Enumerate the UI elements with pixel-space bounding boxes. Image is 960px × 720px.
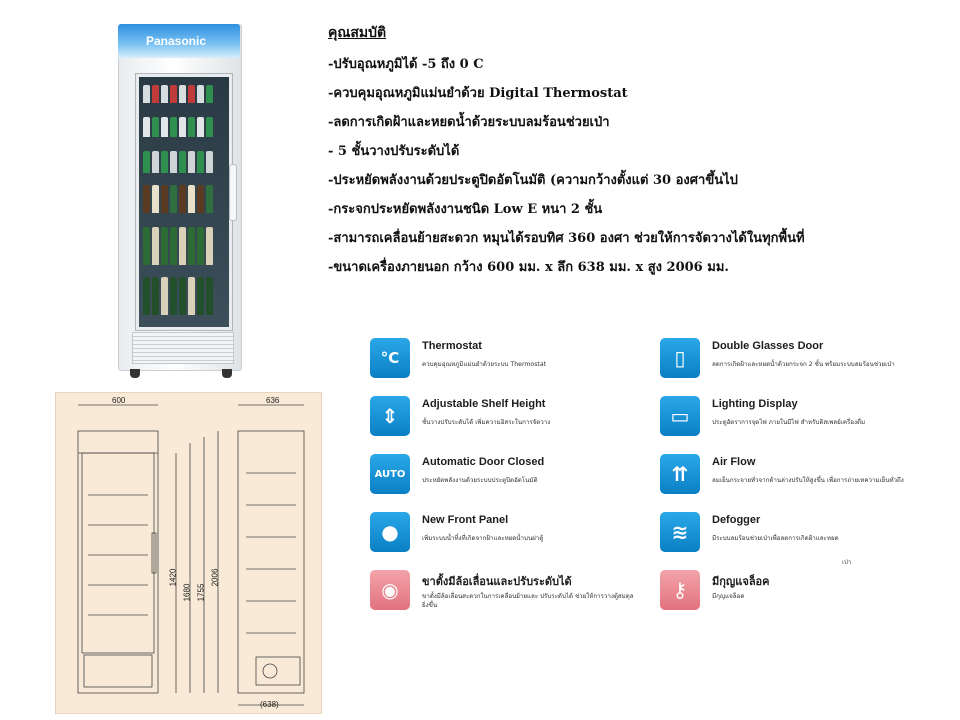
- double-glass-door-icon: ▯: [660, 338, 700, 378]
- door-handle: [229, 164, 237, 221]
- width-label: 600: [112, 396, 126, 405]
- height-label: 2006: [210, 568, 220, 587]
- dimension-drawing-lines: [56, 393, 321, 713]
- depth-label: 636: [266, 396, 280, 405]
- dimension-drawing: [55, 392, 322, 714]
- spec-line: -ลดการเกิดฝ้าและหยดน้ำด้วยระบบลมร้อนช่วยเป่า: [328, 115, 610, 130]
- spec-line: -ประหยัดพลังงานด้วยประตูปิดอัตโนมัติ (ความกว้างตั้งแต่ 30 องศาขึ้นไป: [328, 173, 738, 188]
- spec-line: -สามารถเคลื่อนย้ายสะดวก หมุนได้รอบทิศ 360 องศา ช่วยให้การจัดวางได้ในทุกพื้นที่: [328, 231, 805, 246]
- feature-description: ลมเย็นกระจายทั่วจากด้านล่างปรับให้สูงขึ้น เพื่อการถ่ายเทความเย็นทั่วถึง: [712, 477, 904, 484]
- spec-line: -กระจกประหยัดพลังงานชนิด Low E หนา 2 ชั้น: [328, 202, 603, 217]
- spec-line: -ปรับอุณหภูมิได้ -5 ถึง 0 C: [328, 57, 484, 72]
- feature-title: Air Flow: [712, 456, 756, 468]
- fridge-header-panel: [118, 24, 240, 58]
- defogger-icon: ≋: [660, 512, 700, 552]
- feature-title: Automatic Door Closed: [422, 456, 545, 468]
- feature-description: มีกุญแจล็อค: [712, 593, 745, 600]
- feature-description: เพิ่มระบบน้ำทิ้งที่เกิดจากฝ้าและหยดน้ำบนฝาตู้: [422, 535, 544, 542]
- key-lock-icon: ⚷: [660, 570, 700, 610]
- feature-adjustable-shelf: [370, 396, 640, 452]
- thermostat-icon: °C: [370, 338, 410, 378]
- caster-wheel-icon: ◉: [370, 570, 410, 610]
- fridge-product-image: [114, 24, 244, 384]
- feature-caster-stand: [370, 570, 640, 626]
- spec-title: คุณสมบัติ: [328, 25, 387, 41]
- spec-section: [328, 22, 948, 282]
- feature-description: ประหยัดพลังงานด้วยระบบประตูปิดอัตโนมัติ: [422, 477, 538, 484]
- bottom-depth-label: (638): [260, 700, 279, 709]
- vent-grille: [132, 332, 234, 364]
- feature-title: Lighting Display: [712, 398, 798, 410]
- feature-new-front-panel: [370, 512, 640, 568]
- air-flow-icon: ⇈: [660, 454, 700, 494]
- feature-grid: [370, 338, 930, 628]
- feature-description: ขาตั้งมีล้อเลื่อนสะดวกในการเคลื่อนย้ายและ ปรับระดับได้ ช่วยให้การวางตู้สมดุลยิ่งขึ้น: [422, 593, 634, 609]
- spec-line: -ขนาดเครื่องภายนอก กว้าง 600 มม. x ลึก 638 มม. x สูง 2006 มม.: [328, 260, 729, 275]
- feature-double-glasses-door: [660, 338, 930, 394]
- water-drop-icon: ●: [370, 512, 410, 552]
- feature-description: ควบคุมอุณหภูมิแม่นยำด้วยระบบ Thermostat: [422, 361, 547, 368]
- spec-line: - 5 ชั้นวางปรับระดับได้: [328, 144, 460, 159]
- fridge-shelf: [143, 151, 225, 181]
- feature-description: ลดการเกิดฝ้าและหยดน้ำด้วยกระจก 2 ชั้น พร้อมระบบลมร้อนช่วยเป่า: [712, 361, 895, 368]
- brand-logo: Panasonic: [146, 34, 207, 48]
- fridge-shelf: [143, 277, 225, 319]
- feature-air-flow: [660, 454, 930, 510]
- caster-wheel: [130, 369, 140, 378]
- feature-title: New Front Panel: [422, 514, 509, 526]
- feature-description: ชั้นวางปรับระดับได้ เพิ่มความอิสระในการจัดวาง: [422, 419, 551, 426]
- feature-title: Double Glasses Door: [712, 340, 824, 352]
- caster-wheel: [222, 369, 232, 378]
- feature-key-lock: [660, 570, 930, 626]
- feature-automatic-door: [370, 454, 640, 510]
- fridge-glass-door: [136, 74, 232, 330]
- feature-title: ขาตั้งมีล้อเลื่อนและปรับระดับได้: [422, 576, 572, 588]
- lighting-tube-icon: ▭: [660, 396, 700, 436]
- feature-defogger: [660, 512, 930, 568]
- stray-text: เป่า: [842, 559, 852, 566]
- feature-description: ประตูอัตราการจุดไฟ ภายในมีไฟ สำหรับดิสเพลย์เครื่องดื่ม: [712, 419, 866, 426]
- height-label: 1755: [196, 583, 206, 602]
- feature-lighting-display: [660, 396, 930, 452]
- fridge-shelf: [143, 117, 225, 147]
- auto-door-icon: AUTO: [370, 454, 410, 494]
- height-label: 1680: [182, 583, 192, 602]
- height-label: 1420: [168, 568, 178, 587]
- fridge-shelf: [143, 227, 225, 269]
- fridge-shelf: [143, 185, 225, 215]
- adjustable-shelf-icon: ⇕: [370, 396, 410, 436]
- feature-title: มีกุญแจล็อค: [712, 576, 770, 588]
- feature-title: Defogger: [712, 514, 761, 526]
- feature-title: Adjustable Shelf Height: [422, 398, 546, 410]
- fridge-shelf: [143, 85, 225, 115]
- feature-thermostat: [370, 338, 640, 394]
- feature-description: มีระบบลมร้อนช่วยเป่าเพื่อลดการเกิดฝ้าและหยด: [712, 535, 839, 542]
- feature-title: Thermostat: [422, 340, 482, 352]
- spec-line: -ควบคุมอุณหภูมิแม่นยำด้วย Digital Thermostat: [328, 86, 628, 101]
